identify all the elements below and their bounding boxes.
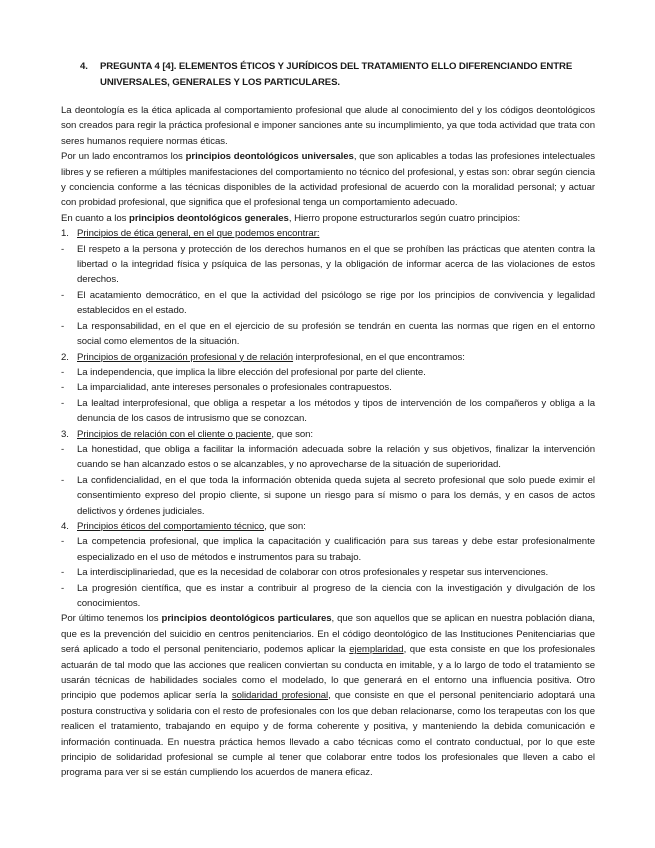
- list-item: - La interdisciplinariedad, que es la necesidad de colaborar con otros profesionales y respetar sus intervenciones.: [61, 565, 595, 580]
- group-number: 1.: [61, 228, 69, 240]
- heading-text: PREGUNTA 4 [4]. ELEMENTOS ÉTICOS Y JURÍDICOS DEL TRATAMIENTO ELLO DIFERENCIANDO ENTRE UNIVERSALES, GENERALES Y LOS PARTICULARES.: [100, 61, 573, 88]
- list-item: - La competencia profesional, que implica la capacitación y cualificación para sus tareas y debe estar profesionalmente especializado en el uso de métodos e instrumentos para su trabajo.: [61, 534, 595, 565]
- particular-text-1: Por último tenemos los: [61, 613, 162, 625]
- list-item: - La honestidad, que obliga a facilitar la información adecuada sobre la relación y sus objetivos, finalizar la intervención cuando se han alcanzado estos o se alcanzables, y no aprovecharse de la situación de superioridad.: [61, 442, 595, 473]
- list-item: - La responsabilidad, en el que en el ejercicio de su profesión se tendrán en cuenta las normas que rigen en el entorno social como elementos de la situación.: [61, 319, 595, 350]
- list-item-text: El respeto a la persona y protección de los derechos humanos en el que se prohíben las prácticas que atenten contra la libertad o la integridad física y psíquica de las personas, y la obligación de informar acerca de las violaciones de estos derechos.: [77, 243, 595, 286]
- group-tail: , que son:: [271, 428, 314, 440]
- general-before: En cuanto a los: [61, 212, 130, 224]
- principle-group-1: [61, 226, 595, 241]
- list-item-text: La competencia profesional, que implica la capacitación y cualificación para sus tareas y debe estar profesionalmente especializado en el uso de métodos e instrumentos para su trabajo.: [77, 536, 595, 563]
- list-item: - La progresión científica, que es instar a contribuir al progreso de la ciencia con la investigación y divulgación de los conocimientos.: [61, 581, 595, 612]
- particular-paragraph: [61, 611, 595, 780]
- list-item-text: La interdisciplinariedad, que es la necesidad de colaborar con otros profesionales y respetar sus intervenciones.: [77, 567, 549, 579]
- list-item: - La lealtad interprofesional, que obliga a respetar a los métodos y tipos de intervención de los compañeros y obliga a la denuncia de los casos de intrusismo que se conozcan.: [61, 396, 595, 427]
- universal-before: Por un lado encontramos los: [61, 151, 186, 163]
- principle-group-4: [61, 519, 595, 534]
- universal-after: , que son aplicables a todas las profesiones intelectuales libres y se refieren a múltiples manifestaciones del comportamiento no técnico del profesional, y estas son: obrar según ciencia y conciencia conforme a las técnicas disponibles de la actividad profesional de acuerdo con la moralidad personal; y actuar con probidad profesional, que significa que el profesional tenga un comportamiento adecuado.: [61, 151, 596, 209]
- group-title: Principios éticos del comportamiento técnico: [77, 520, 265, 532]
- list-item-text: La independencia, que implica la libre elección del profesional por parte del cliente.: [77, 366, 426, 378]
- group-title: Principios de organización profesional y de relación: [77, 351, 294, 363]
- general-after: , Hierro propone estructurarlos según cuatro principios:: [288, 212, 521, 224]
- list-item-text: El acatamiento democrático, en el que la actividad del psicólogo se rige por los principios de convivencia y legalidad establecidos en el estado.: [77, 289, 595, 317]
- principle-group-2: [61, 350, 595, 365]
- list-item-text: La lealtad interprofesional, que obliga a respetar a los métodos y tipos de intervención de los compañeros y obliga a la denuncia de los casos de intrusismo que se conozcan.: [77, 397, 595, 425]
- section-heading: [61, 59, 595, 90]
- list-item-text: La responsabilidad, en el que en el ejercicio de su profesión se tendrán en cuenta las normas que rigen en el entorno social como elementos de la situación.: [77, 320, 595, 348]
- group-title: Principios de ética general, en el que podemos encontrar:: [77, 228, 320, 240]
- group-number: 4.: [61, 520, 69, 532]
- solidaridad-term: solidaridad profesional: [231, 690, 329, 702]
- list-item: - La independencia, que implica la libre elección del profesional por parte del cliente.: [61, 365, 595, 380]
- list-item-text: La progresión científica, que es instar a contribuir al progreso de la ciencia con la investigación y divulgación de los conocimientos.: [77, 582, 595, 609]
- list-item-text: La honestidad, que obliga a facilitar la información adecuada sobre la relación y sus objetivos, finalizar la intervención cuando se han alcanzado estos o se alcanzables, y no aprovecharse de la situación de superioridad.: [77, 443, 595, 471]
- intro-paragraph: La deontología es la ética aplicada al comportamiento profesional que alude al conocimiento del y los códigos deontológicos son creados para regir la práctica profesional e imponer sanciones ante su incumplimiento, ya que toda actividad que trata con seres humanos requiere normas éticas.: [61, 105, 595, 147]
- general-term: principios deontológicos generales: [129, 212, 289, 224]
- group-number: 3.: [61, 428, 69, 440]
- group-title: Principios de relación con el cliente o paciente: [77, 428, 272, 440]
- list-item: - El respeto a la persona y protección de los derechos humanos en el que se prohíben las prácticas que atenten contra la libertad o la integridad física y psíquica de las personas, y la obligación de informar acerca de las violaciones de estos derechos.: [61, 242, 595, 288]
- list-item-text: La imparcialidad, ante intereses personales o profesionales contrapuestos.: [77, 382, 392, 394]
- list-item: - La imparcialidad, ante intereses personales o profesionales contrapuestos.: [61, 380, 595, 395]
- particular-term: principios deontológicos particulares: [161, 613, 332, 625]
- group-number: 2.: [61, 351, 69, 363]
- universal-term: principios deontológicos universales: [185, 151, 354, 163]
- general-paragraph: [61, 211, 595, 226]
- list-item: - La confidencialidad, en el que toda la información obtenida queda sujeta al secreto profesional que solo puede eximir el consentimiento expreso del propio cliente, si supone un riesgo para sí mismo o para los demás, y en casos de actos delictivos y órdenes judiciales.: [61, 473, 595, 519]
- heading-number: 4.: [80, 61, 88, 72]
- particular-text-4: , que consiste en que el personal penitenciario adoptará una postura constructiva y solidaria con el resto de profesionales con los que deban relacionarse, como los terapeutas con los que realicen el tratamiento, trabajando en equipo y de forma coherente y positiva, y manteniendo la debida comunicación e información continuada. En nuestra práctica hemos llevado a cabo técnicas como el contrato conductual, por lo que este principio de solidaridad profesional se cumple al tener que colaborar entre todos los profesionales que lleven a cabo el programa para ver si se están cumpliendo los acuerdos de manera eficaz.: [61, 690, 595, 779]
- list-item: - El acatamiento democrático, en el que la actividad del psicólogo se rige por los principios de convivencia y legalidad establecidos en el estado.: [61, 288, 595, 319]
- group-tail: interprofesional, en el que encontramos:: [293, 351, 465, 363]
- ejemplaridad-term: ejemplaridad: [349, 644, 404, 656]
- universal-paragraph: [61, 149, 595, 211]
- particular-text-3: , que esta consiste en que los profesionales actuarán de tal modo que las acciones que realicen conviertan su conducta en imitable, y a lo largo de todo el tratamiento se usarán técnicas de habilidades sociales como el modelado, lo que generará en el entorno una influencia positiva. Otro principio que podemos aplicar sería la: [61, 644, 596, 702]
- group-tail: , que son:: [264, 520, 306, 532]
- particular-text-2: , que son aquellos que se aplican en nuestra población diana, que es la prevención del suicidio en centros penitenciarios. En el código deontológico de las Instituciones Penitenciarias que será aplicado a todo el personal penitenciario, podemos aplicar la: [61, 613, 595, 656]
- principle-group-3: [61, 427, 595, 442]
- list-item-text: La confidencialidad, en el que toda la información obtenida queda sujeta al secreto profesional que solo puede eximir el consentimiento expreso del propio cliente, si supone un riesgo para sí mismo o para los demás, y en casos de actos delictivos y órdenes judiciales.: [77, 474, 595, 517]
